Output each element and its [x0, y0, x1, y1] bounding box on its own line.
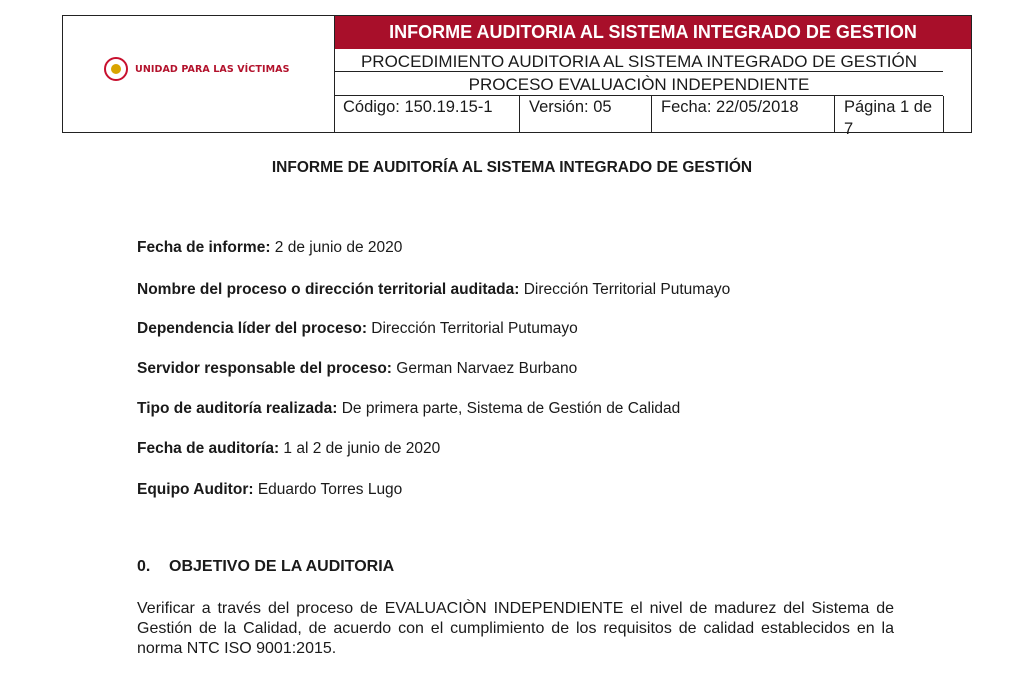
- field-value: Dirección Territorial Putumayo: [519, 281, 731, 298]
- section-title: OBJETIVO DE LA AUDITORIA: [169, 558, 395, 575]
- report-title-bar: INFORME AUDITORIA AL SISTEMA INTEGRADO DE GESTION: [335, 16, 971, 49]
- field-label: Nombre del proceso o dirección territorial auditada:: [137, 281, 520, 298]
- field-label: Dependencia líder del proceso:: [137, 320, 367, 337]
- logo-text: UNIDAD PARA LAS VÍCTIMAS: [135, 63, 290, 75]
- coat-of-arms-icon: [104, 57, 128, 81]
- field-lead-dependency: [137, 320, 578, 338]
- field-value: De primera parte, Sistema de Gestión de Calidad: [337, 400, 681, 417]
- field-label: Equipo Auditor:: [137, 481, 254, 498]
- field-label: Fecha de auditoría:: [137, 440, 280, 457]
- objective-paragraph: Verificar a través del proceso de EVALUACIÒN INDEPENDIENTE el nivel de madurez del Sistema de Gestión de la Calidad, de acuerdo con el cumplimiento de los requisitos de calidad establecidos en la norma NTC ISO 9001:2015.: [137, 600, 894, 657]
- document-version: Versión: 05: [519, 96, 651, 132]
- procedure-name: PROCEDIMIENTO AUDITORIA AL SISTEMA INTEGRADO DE GESTIÓN: [335, 51, 943, 72]
- field-audit-type: [137, 400, 680, 418]
- document-control-row: [335, 96, 971, 138]
- document-date: Fecha: 22/05/2018: [651, 96, 834, 132]
- field-report-date: [137, 239, 402, 257]
- field-label: Tipo de auditoría realizada:: [137, 400, 338, 417]
- field-value: 1 al 2 de junio de 2020: [279, 440, 441, 457]
- field-audit-date: [137, 440, 440, 458]
- field-value: Dirección Territorial Putumayo: [366, 320, 578, 337]
- field-value: 2 de junio de 2020: [270, 239, 403, 256]
- document-header-table: [62, 15, 972, 138]
- field-label: Servidor responsable del proceso:: [137, 360, 392, 377]
- field-value: Eduardo Torres Lugo: [253, 481, 403, 498]
- document-code: Código: 150.19.15-1: [343, 98, 493, 116]
- field-responsible-servant: [137, 360, 577, 378]
- organization-logo: [104, 57, 290, 81]
- field-value: German Narvaez Burbano: [391, 360, 578, 377]
- field-label: Fecha de informe:: [137, 239, 271, 256]
- logo-cell: [63, 16, 335, 132]
- section-heading: [137, 558, 394, 576]
- document-title: INFORME DE AUDITORÍA AL SISTEMA INTEGRADO DE GESTIÓN: [271, 159, 753, 176]
- field-process-name: [137, 281, 730, 299]
- page-number: Página 1 de 7: [834, 96, 944, 132]
- process-name: PROCESO EVALUACIÒN INDEPENDIENTE: [335, 73, 943, 96]
- field-audit-team: [137, 481, 402, 499]
- section-number: 0.: [137, 558, 151, 575]
